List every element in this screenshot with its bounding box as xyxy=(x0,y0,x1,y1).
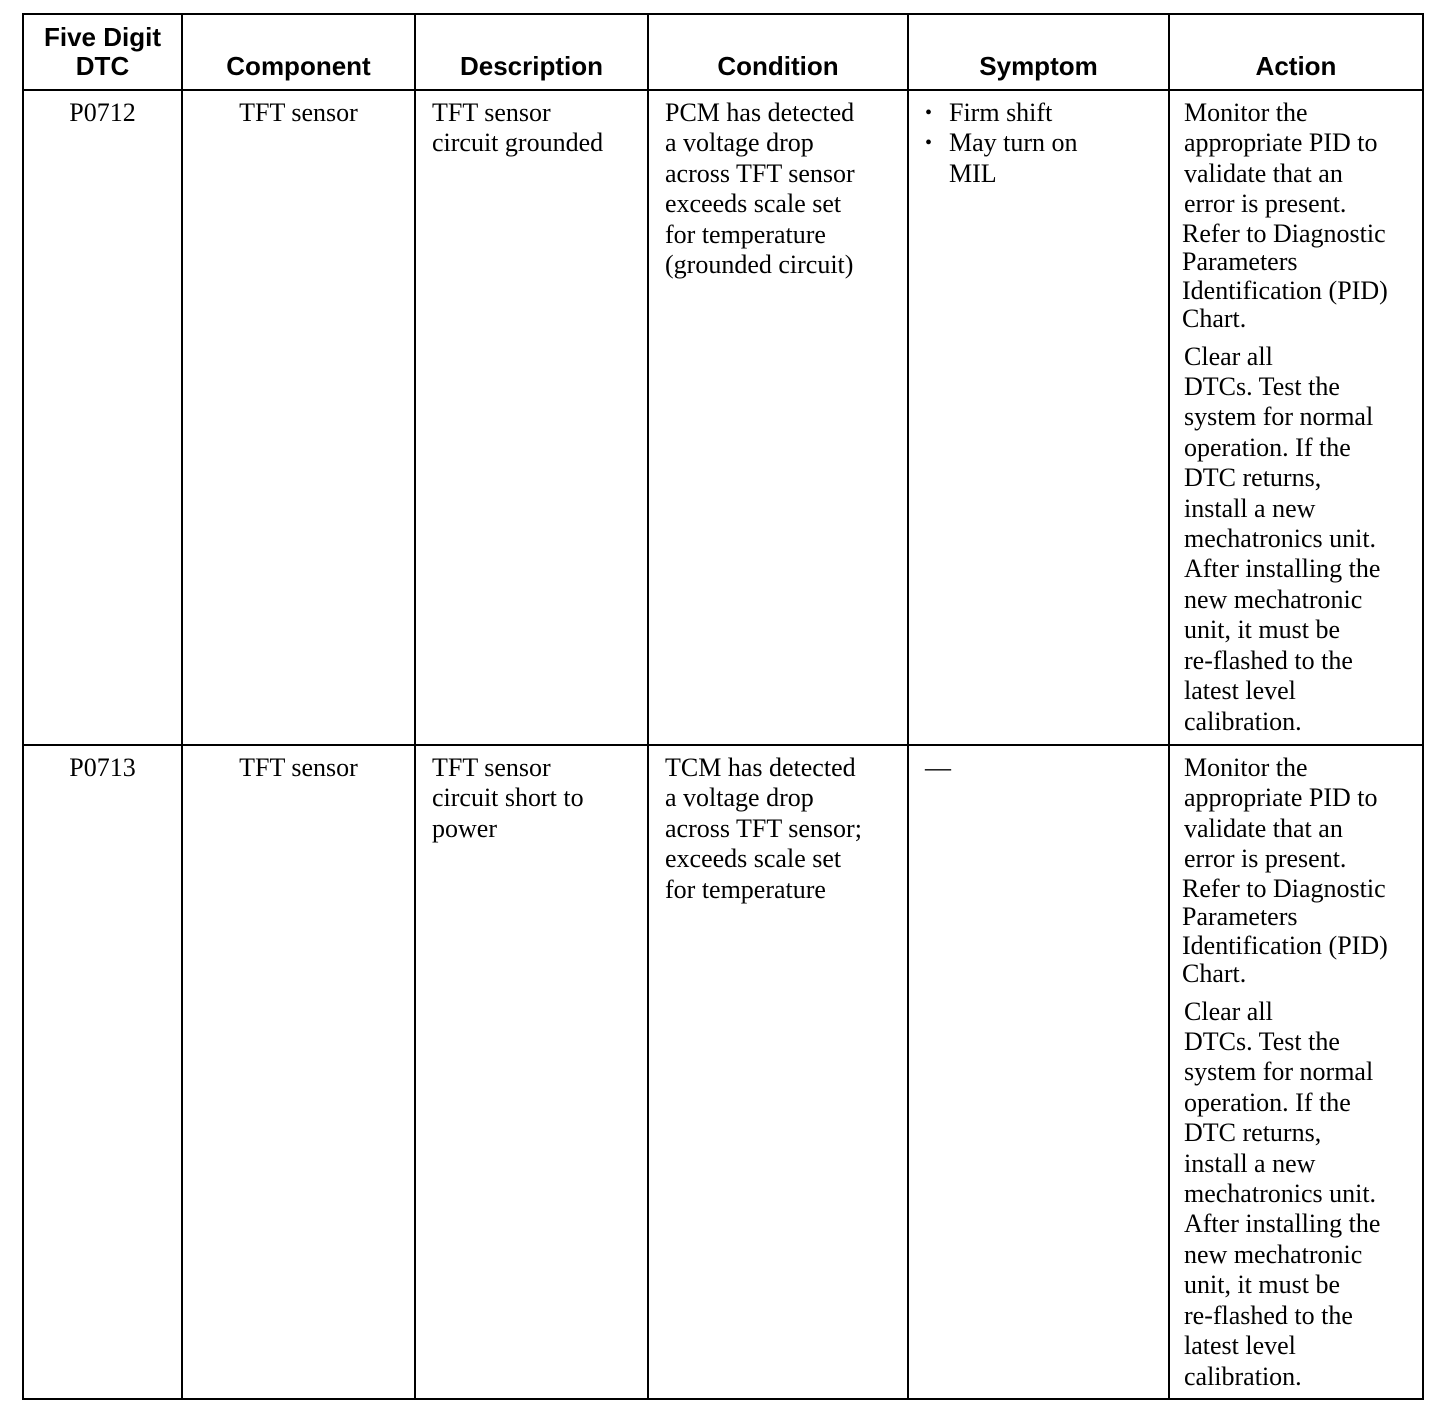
table-row xyxy=(23,90,1423,745)
table-header-row xyxy=(23,14,1423,90)
description-cell: TFT sensor circuit grounded xyxy=(415,90,648,745)
symptom-cell xyxy=(908,745,1169,1399)
action-refer-text: Refer to Diagnostic Parameters Identification (PID) Chart. xyxy=(1182,218,1388,334)
component-cell: TFT sensor xyxy=(182,745,415,1399)
dtc-table xyxy=(22,13,1424,1400)
condition-cell: PCM has detected a voltage drop across TFT sensor exceeds scale set for temperature (grounded circuit) xyxy=(648,90,908,745)
header-symptom: Symptom xyxy=(908,14,1169,90)
action-monitor-text: Monitor the appropriate PID to validate that an error is present. xyxy=(1184,98,1378,219)
symptom-item: • May turn on MIL xyxy=(925,128,1158,189)
dtc-code-cell: P0712 xyxy=(23,90,182,745)
action-cell xyxy=(1169,90,1423,745)
header-condition: Condition xyxy=(648,14,908,90)
header-dtc: Five Digit DTC xyxy=(23,14,182,90)
header-component: Component xyxy=(182,14,415,90)
component-cell: TFT sensor xyxy=(182,90,415,745)
condition-cell: TCM has detected a voltage drop across TFT sensor; exceeds scale set for temperature xyxy=(648,745,908,1399)
symptom-list xyxy=(925,98,1158,189)
header-action: Action xyxy=(1169,14,1423,90)
action-cell xyxy=(1169,745,1423,1399)
action-clear-text: Clear all DTCs. Test the system for normal operation. If the DTC returns, install a new mechatronics unit. After installing the new mechatronic unit, it must be re-flashed to the latest level calibration. xyxy=(1184,341,1381,736)
action-monitor-text: Monitor the appropriate PID to validate that an error is present. xyxy=(1184,753,1378,874)
action-refer-text: Refer to Diagnostic Parameters Identification (PID) Chart. xyxy=(1182,873,1388,989)
dtc-code-cell: P0713 xyxy=(23,745,182,1399)
symptom-none: — xyxy=(925,753,951,782)
description-cell: TFT sensor circuit short to power xyxy=(415,745,648,1399)
symptom-cell xyxy=(908,90,1169,745)
symptom-item: • Firm shift xyxy=(925,98,1158,128)
table-row xyxy=(23,745,1423,1399)
header-description: Description xyxy=(415,14,648,90)
action-clear-text: Clear all DTCs. Test the system for normal operation. If the DTC returns, install a new mechatronics unit. After installing the new mechatronic unit, it must be re-flashed to the latest level calibration. xyxy=(1184,996,1381,1391)
